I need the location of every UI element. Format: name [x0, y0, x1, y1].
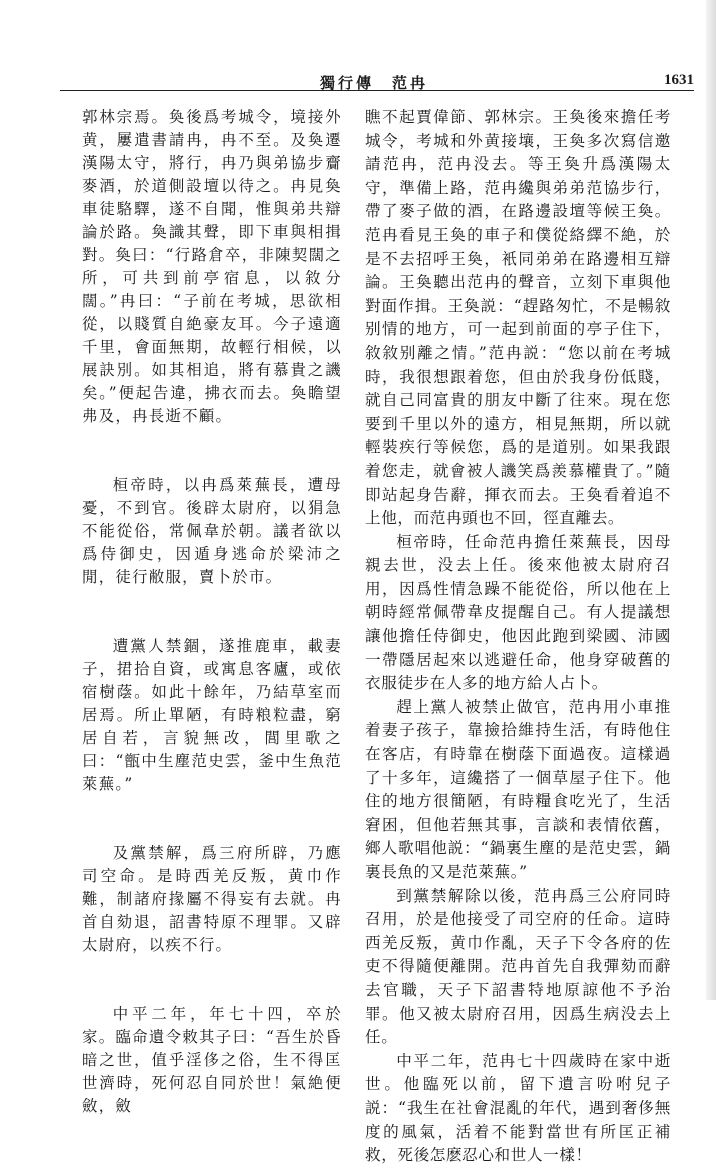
scan-edge-shadow	[706, 0, 716, 1000]
translation-paragraph-1: 瞧不起賈偉節、郭林宗。王奐後來擔任考城令，考城和外黄接壤，王奐多次寫信邀請范冉，范冉没去。等王奐升爲漢陽太守，準備上路，范冉纔與弟弟范協步行，帶了麥子做的酒，在路邊設壇等候王奐。范冉看見王奐的車子和僕從絡繹不絶，於是不去招呼王奐，衹同弟弟在路邊相互辯論。王奐聽出范冉的聲音，立刻下車與他對面作揖。王奐説：“趕路匆忙，不是暢敘别情的地方，可一起到前面的亭子住下，敘敘别離之情。”范冉説：“您以前在考城時，我很想跟着您，但由於我身份低賤，就自己同富貴的朋友中斷了往來。現在您要到千里以外的遠方，相見無期，所以就輕裝疾行等候您，爲的是道别。如果我跟着您走，就會被人譏笑爲羨慕權貴了。”隨即站起身告辭，揮衣而去。王奐看着追不上他，而范冉頭也不回，徑直離去。	[365, 108, 671, 528]
page-header	[60, 62, 694, 92]
header-rule	[60, 90, 694, 91]
classical-paragraph-2: 桓帝時，以冉爲萊蕪長，遭母憂，不到官。後辟太尉府，以狷急不能從俗，常佩韋於朝。議者欲以爲侍御史，因遁身逃命於梁沛之閒，徒行敝服，賣卜於市。	[82, 476, 342, 586]
page-number: 1631	[664, 72, 694, 88]
classical-paragraph-1: 郭林宗焉。奐後爲考城令，境接外黄，屢遣書請冉，冉不至。及奐遷漢陽太守，將行，冉乃與弟協步齎麥酒，於道側設壇以待之。冉見奐車徒駱驛，遂不自聞，惟與弟共辯論於路。奐識其聲，即下車與相揖對。奐曰：“行路倉卒，非陳契闊之所，可共到前亭宿息，以敘分闊。”冉曰：“子前在考城，思欲相從，以賤質自絶豪友耳。今子遠適千里，會面無期，故輕行相候，以展訣別。如其相追，將有慕貴之譏矣。”便起告違，拂衣而去。奐瞻望弗及，冉長逝不顧。	[82, 108, 342, 425]
translation-column	[365, 106, 671, 1168]
running-title: 獨行傳 范冉	[320, 74, 429, 92]
classical-paragraph-3: 遭黨人禁錮，遂推鹿車，載妻子，捃拾自資，或寓息客廬，或依宿樹蔭。如此十餘年，乃結草室而居焉。所止單陋，有時粮粒盡，窮居自若，言貌無改，閭里歌之曰：“甑中生塵范史雲，釜中生魚范萊蕪。”	[82, 637, 342, 793]
translation-paragraph-2: 桓帝時，任命范冉擔任萊蕪長，因母親去世，没去上任。後來他被太尉府召用，因爲性情急躁不能從俗，所以他在上朝時經常佩帶韋皮提醒自己。有人提議想讓他擔任侍御史，他因此跑到梁國、沛國一帶隱居起來以逃避任命，他身穿破舊的衣服徒步在人多的地方給人占卜。	[365, 532, 671, 693]
translation-paragraph-4: 到黨禁解除以後，范冉爲三公府同時召用，於是他接受了司空府的任命。這時西羌反叛，黄巾作亂，天子下令各府的佐吏不得隨便離開。范冉首先自我彈劾而辭去官職，天子下詔書特地原諒他不予治罪。他又被太尉府召用，因爲生病没去上任。	[365, 886, 671, 1047]
translation-paragraph-5: 中平二年，范冉七十四歲時在家中逝世。他臨死以前，留下遺言吩咐兒子説：“我生在社會混亂的年代，遇到奢侈無度的風氣，活着不能對當世有所匡正補救，死後怎麽忍心和世人一樣！	[365, 1051, 671, 1165]
translation-paragraph-3: 趕上黨人被禁止做官，范冉用小車推着妻子孩子，靠撿拾維持生活，有時他住在客店，有時靠在樹蔭下面過夜。這樣過了十多年，這纔搭了一個草屋子住下。他住的地方很簡陋，有時糧食吃光了，生活窘困，但他若無其事，言談和表情依舊，鄉人歌唱他説：“鍋裏生塵的是范史雲，鍋裏長魚的又是范萊蕪。”	[365, 697, 671, 881]
classical-text-column	[82, 106, 342, 1164]
classical-paragraph-4: 及黨禁解，爲三府所辟，乃應司空命。是時西羌反叛，黄巾作難，制諸府掾屬不得妄有去就。冉首自劾退，詔書特原不理罪。又辟太尉府，以疾不行。	[82, 844, 342, 954]
classical-paragraph-5: 中平二年，年七十四，卒於家。臨命遺令敕其子曰：“吾生於昏暗之世，值乎淫侈之俗，生不得匡世濟時，死何忍自同於世！氣絶便斂，斂	[82, 1005, 342, 1115]
